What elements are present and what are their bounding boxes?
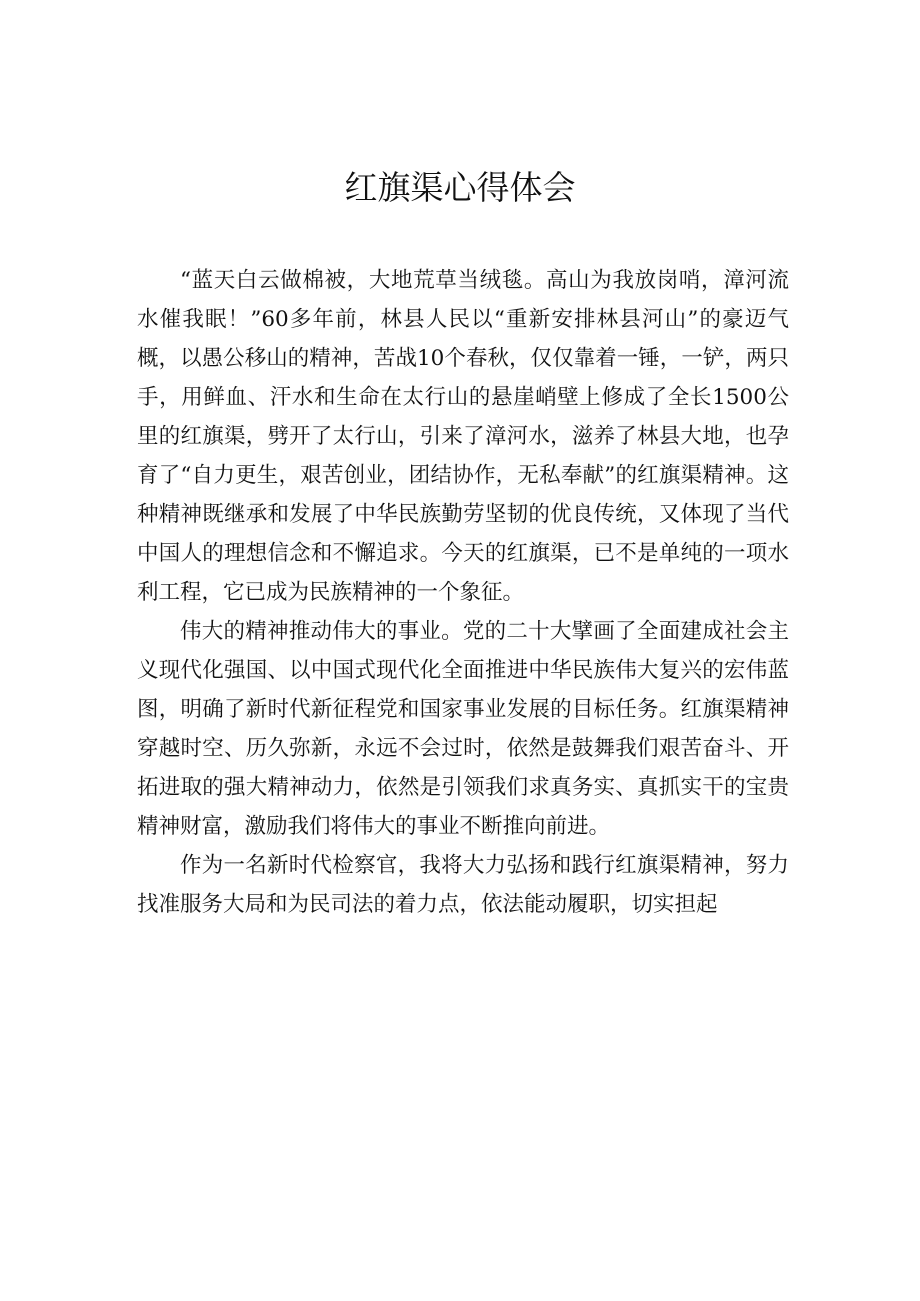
paragraph-1: “蓝天白云做棉被，大地荒草当绒毯。高山为我放岗哨，漳河流水催我眠！”60多年前，林县人民以“重新安排林县河山”的豪迈气概，以愚公移山的精神，苦战10个春秋，仅仅靠着一锤，一铲，两只手，用鲜血、汗水和生命在太行山的悬崖峭壁上修成了全长1500公里的红旗渠，劈开了太行山，引来了漳河水，滋养了林县大地，也孕育了“自力更生，艰苦创业，团结协作，无私奉献”的红旗渠精神。这种精神既继承和发展了中华民族勤劳坚韧的优良传统，又体现了当代中国人的理想信念和不懈追求。今天的红旗渠，已不是单纯的一项水利工程，它已成为民族精神的一个象征。 xyxy=(137,268,789,605)
paragraph-3: 作为一名新时代检察官，我将大力弘扬和践行红旗渠精神，努力找准服务大局和为民司法的着力点，依法能动履职，切实担起 xyxy=(137,853,789,917)
document-title: 红旗渠心得体会 xyxy=(344,168,576,207)
document-body xyxy=(137,261,789,924)
paragraph-2: 伟大的精神推动伟大的事业。党的二十大擘画了全面建成社会主义现代化强国、以中国式现代化全面推进中华民族伟大复兴的宏伟蓝图，明确了新时代新征程党和国家事业发展的目标任务。红旗渠精神穿越时空、历久弥新，永远不会过时，依然是鼓舞我们艰苦奋斗、开拓进取的强大精神动力，依然是引领我们求真务实、真抓实干的宝贵精神财富，激励我们将伟大的事业不断推向前进。 xyxy=(137,619,789,839)
